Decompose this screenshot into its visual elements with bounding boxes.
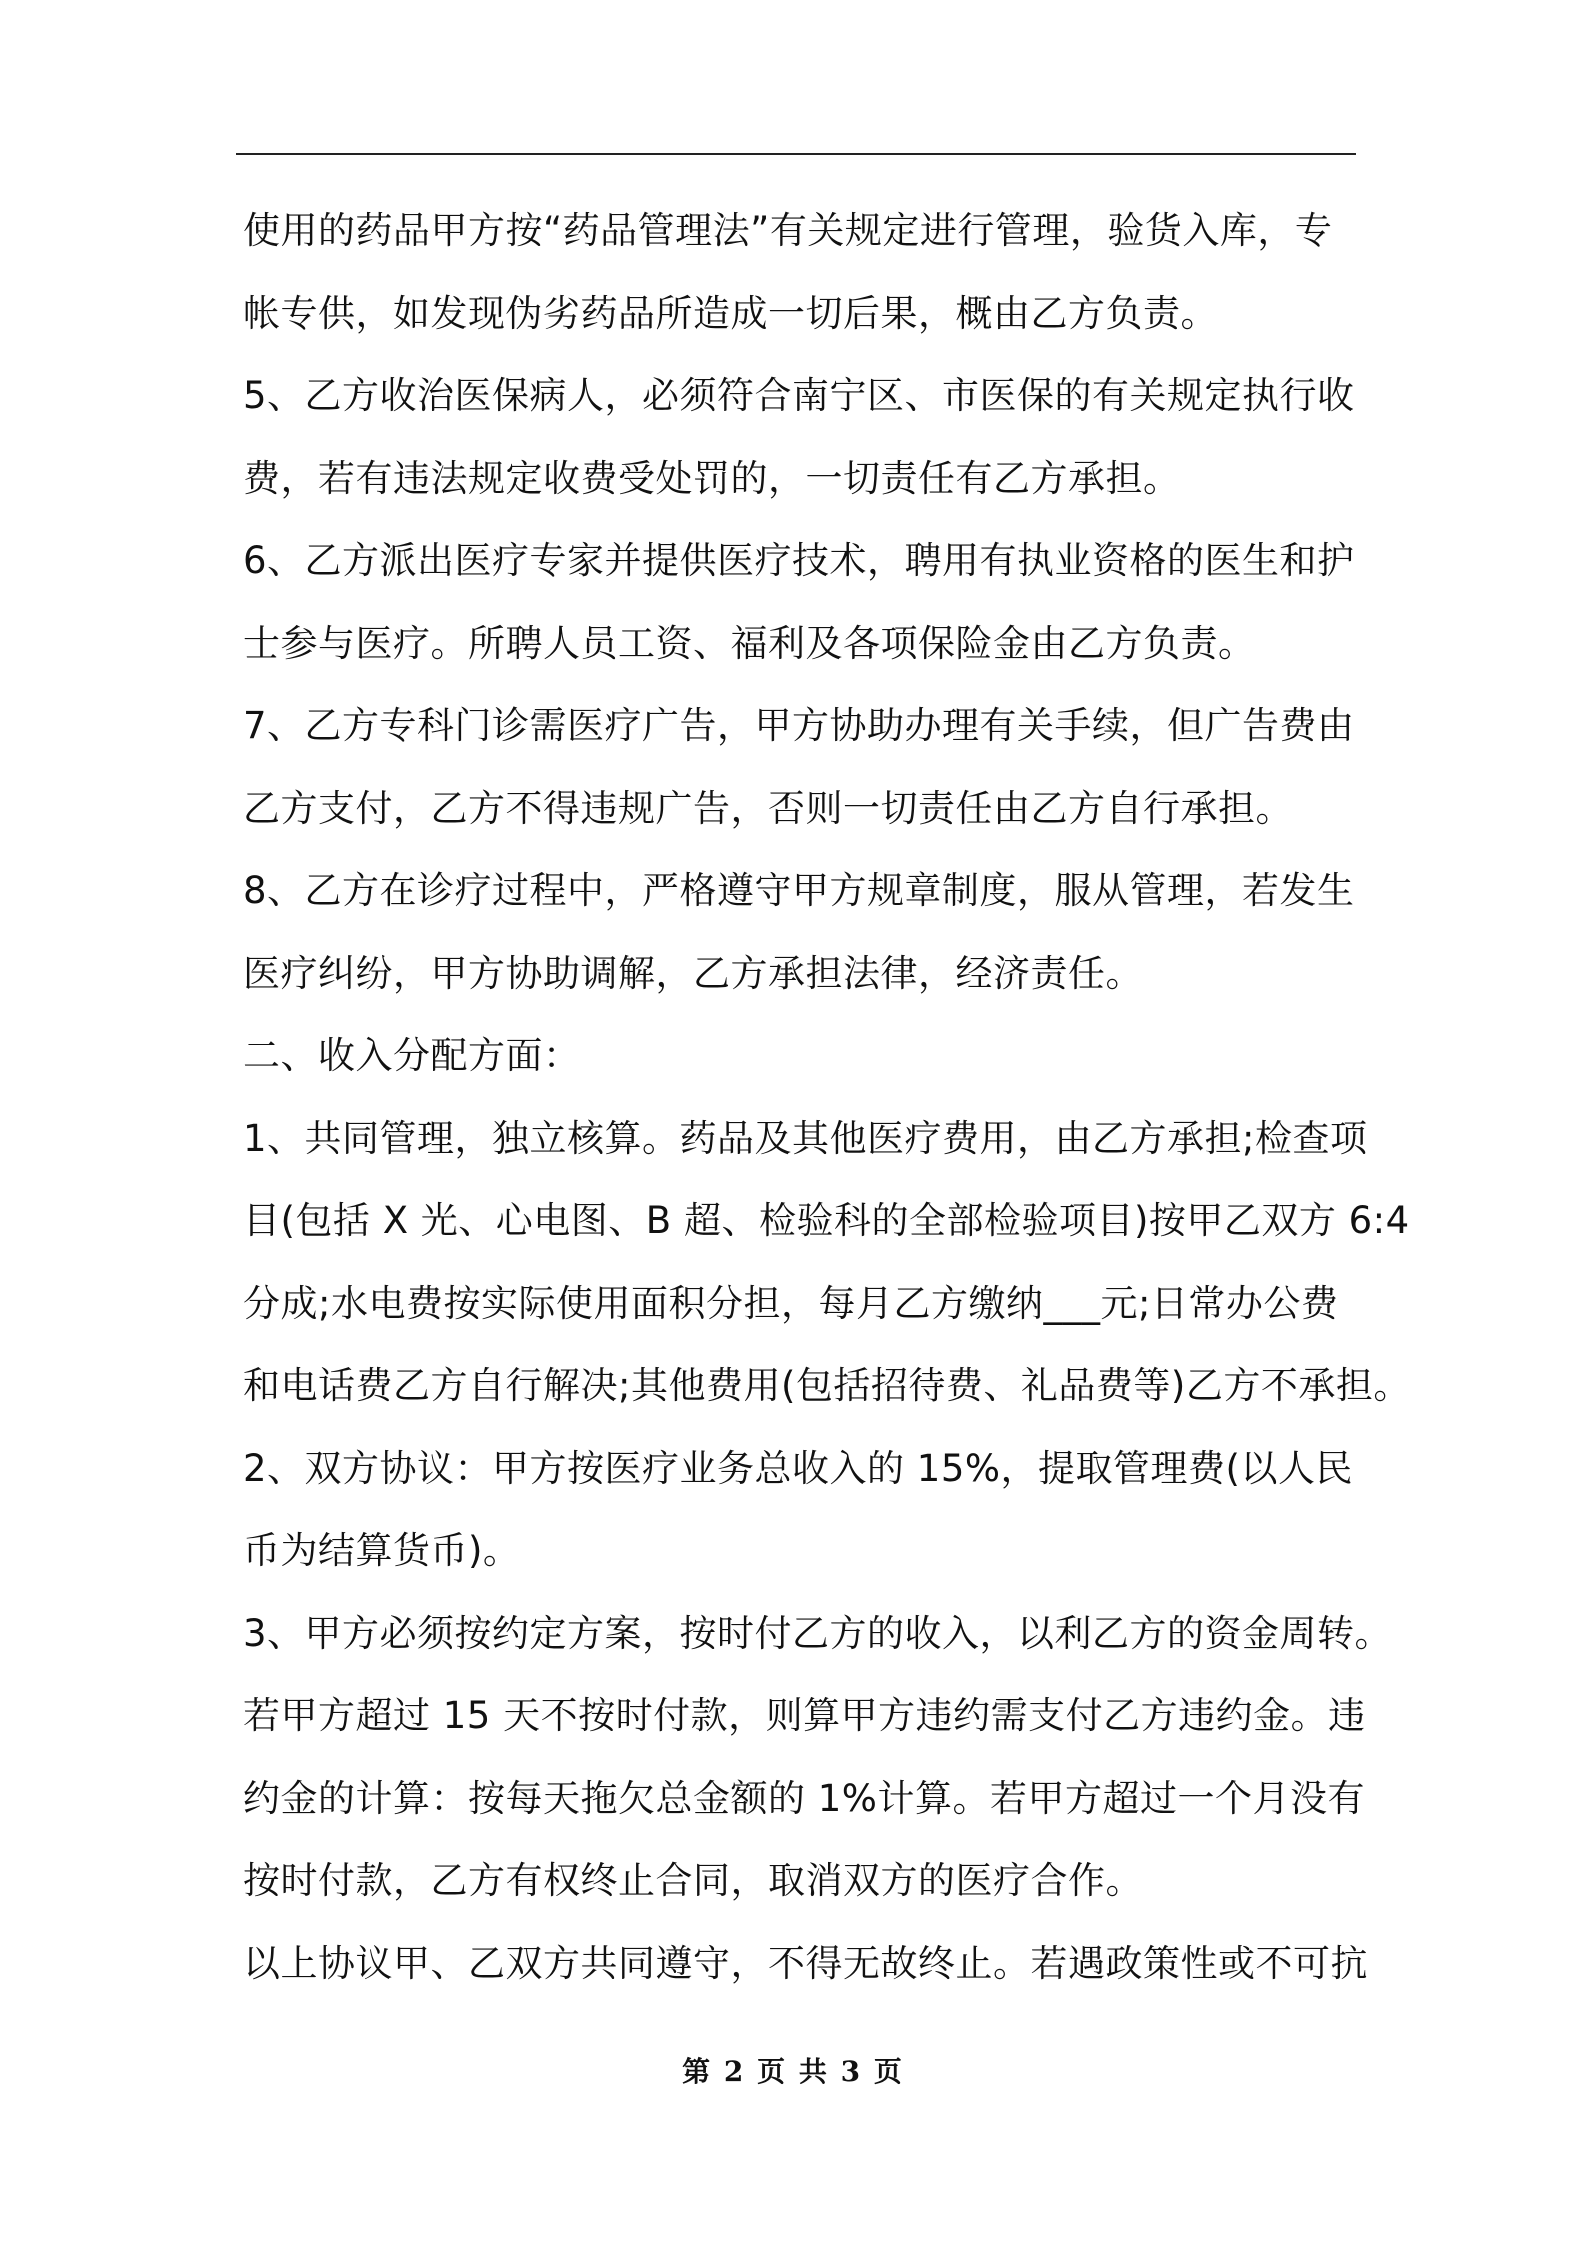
- text-line: 士参与医疗。所聘人员工资、福利及各项保险金由乙方负责。: [243, 621, 1256, 665]
- text-line: 8、乙方在诊疗过程中，严格遵守甲方规章制度，服从管理，若发生: [243, 869, 1355, 912]
- text-line: 3、甲方必须按约定方案，按时付乙方的收入，以利乙方的资金周转。: [243, 1611, 1393, 1655]
- text-line: 使用的药品甲方按“药品管理法”有关规定进行管理，验货入库，专: [243, 209, 1333, 252]
- page-number-footer: 第 2 页 共 3 页: [682, 2055, 904, 2088]
- text-line: 7、乙方专科门诊需医疗广告，甲方协助办理有关手续，但广告费由: [243, 704, 1355, 747]
- text-line: 和电话费乙方自行解决;其他费用(包括招待费、礼品费等)乙方不承担。: [243, 1364, 1411, 1407]
- document-body: [243, 190, 1411, 2005]
- text-line: 2、双方协议：甲方按医疗业务总收入的 15%，提取管理费(以人民: [243, 1446, 1353, 1490]
- text-line: 币为结算货币)。: [243, 1529, 521, 1572]
- header-divider: [236, 153, 1356, 155]
- text-line: 以上协议甲、乙双方共同遵守，不得无故终止。若遇政策性或不可抗: [243, 1941, 1368, 1985]
- text-line: 费，若有违法规定收费受处罚的，一切责任有乙方承担。: [243, 456, 1181, 500]
- text-line: 约金的计算：按每天拖欠总金额的 1%计算。若甲方超过一个月没有: [243, 1776, 1365, 1820]
- text-line: 目(包括 X 光、心电图、B 超、检验科的全部检验项目)按甲乙双方 6:4: [243, 1199, 1410, 1242]
- text-line: 按时付款，乙方有权终止合同，取消双方的医疗合作。: [243, 1859, 1143, 1902]
- text-line: 5、乙方收治医保病人，必须符合南宁区、市医保的有关规定执行收: [243, 374, 1355, 417]
- text-line: 医疗纠纷，甲方协助调解，乙方承担法律，经济责任。: [243, 951, 1143, 995]
- text-line: 1、共同管理，独立核算。药品及其他医疗费用，由乙方承担;检查项: [243, 1116, 1368, 1160]
- text-line: 帐专供，如发现伪劣药品所造成一切后果，概由乙方负责。: [243, 291, 1218, 335]
- text-line: 分成;水电费按实际使用面积分担，每月乙方缴纳___元;日常办公费: [243, 1281, 1339, 1325]
- section-heading: 二、收入分配方面：: [243, 1034, 581, 1077]
- text-line: 6、乙方派出医疗专家并提供医疗技术，聘用有执业资格的医生和护: [243, 539, 1355, 582]
- text-line: 若甲方超过 15 天不按时付款，则算甲方违约需支付乙方违约金。违: [243, 1694, 1366, 1737]
- text-line: 乙方支付，乙方不得违规广告，否则一切责任由乙方自行承担。: [243, 786, 1293, 830]
